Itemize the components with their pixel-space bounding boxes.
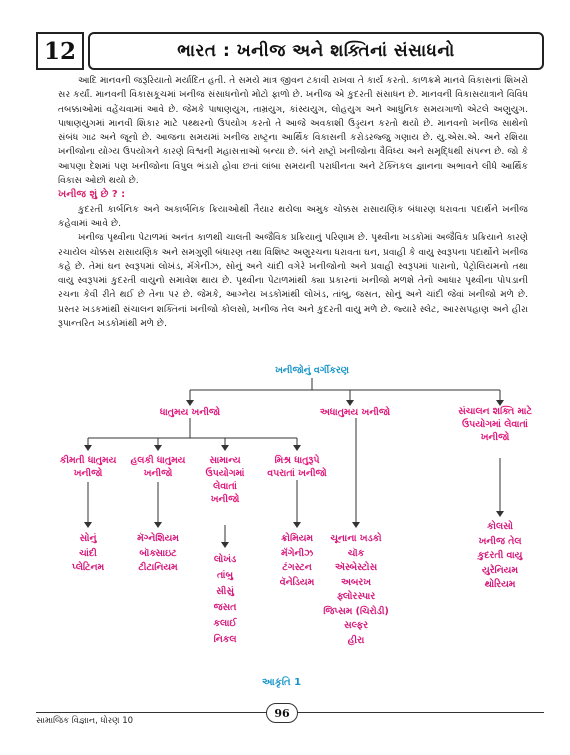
list-item: સીસું: [216, 586, 234, 597]
list-item: બૉક્સાઇટ: [139, 547, 177, 559]
list-item: ફ્લોરસ્પાર: [336, 591, 376, 602]
intro-paragraph: આદિ માનવની જરૂરિયાતો મર્યાદિત હતી. તે સમયે માત્ર જીવન ટકાવી રાખવા તે કાર્ય કરતો. કાળક્રમે માનવે વિકાસનાં શિખરો સર કર્યાં. માનવની વિકાસકૂચમાં ખનીજ સંસાધનોનો મોટો ફાળો છે. ખનીજ એ કુદરતી સંસાધન છે. માનવની વિકાસયાત્રાને વિવિધ તબક્કાઓમાં વહેંચવામાં આવે છે. જેમકે પાષાણયુગ, તામ્રયુગ, કાંસ્યયુગ, લોહયુગ અને આધુનિક સમયગાળો એટલે અણુયુગ. પાષાણયુગમાં માનવી શિકાર માટે પથ્થરનો ઉપયોગ કરતો તે આજે અવકાશી ઉડ્ડયન કરતો થયો છે. માનવનો ખનીજ સાથેનો સંબંધ ગાઢ અને જૂનો છે. આજના સમયમાં ખનીજ રાષ્ટ્રના આર્થિક વિકાસની કરોડરજ્જુ ગણાય છે. યુ.એસ.એ. અને રશિયા ખનીજોના યોગ્ય ઉપયોગને કારણે વિશ્વની મહાસત્તાઓ બન્યા છે. બંને રાષ્ટ્રો ખનીજોના વૈવિધ્ય અને સમૃદ્ધિથી સંપન્ન છે. જો કે આપણા દેશમાં પણ ખનીજોના વિપુલ ભંડારો હોવા છતાં લાંબા સમયની પરાધીનતા અને ટૅક્નિકલ જ્ઞાનના અભાવને લીધે આર્થિક વિકાસ ઓછો થયો છે.: [58, 75, 528, 187]
list-item: સલ્ફર: [343, 620, 368, 631]
list-item: ટીટાનિયમ: [138, 562, 178, 573]
figure-label: આકૃતિ 1: [262, 677, 302, 688]
list-item: ટંગસ્ટન: [282, 562, 312, 573]
tree-root: ખનીજોનું વર્ગીકરણ: [275, 365, 349, 376]
list-item: કુદરતી વાયુ: [477, 550, 523, 561]
list-item: થોરિયમ: [484, 579, 516, 590]
light-items-list: [116, 532, 200, 576]
light-metallic-node: હલકી ધાતુમય ખનીજો: [130, 455, 186, 479]
list-item: અબરખ: [341, 576, 371, 588]
definition-paragraph: કુદરતી કાર્બનિક અને અકાર્બનિક ક્રિયાઓથી તૈયાર થયેલા અમુક ચોક્કસ રાસાયણિક બંધારણ ધરાવતા પદાર્થને ખનીજ કહેવામાં આવે છે.: [58, 203, 528, 229]
list-item: વૅનેડિયમ: [279, 576, 315, 588]
list-item: કલાઈ: [213, 618, 237, 629]
list-item: ચાંદી: [79, 547, 97, 559]
list-item: કોલસો: [487, 521, 513, 532]
list-item: ચૂનાના ખડકો: [330, 533, 382, 544]
list-item: યુરેનિયમ: [482, 564, 518, 576]
explanation-paragraph: ખનીજ પૃથ્વીના પેટાળમાં અનંત કાળથી ચાલતી અજૈવિક પ્રક્રિયાનું પરિણામ છે. પૃથ્વીના ખડકોમાં અજૈવિક પ્રક્રિયાને કારણે રચાયેલ ચોક્કસ રાસાયણિક અને સમગુણી બંધારણ તથા વિશિષ્ટ અણુરચના ધરાવતા ઘન, પ્રવાહી કે વાયુ સ્વરૂપના પદાર્થોને ખનીજ કહે છે. તેમાં ઘન સ્વરૂપમાં લોખંડ, મૅંગેનીઝ, સોનું અને ચાંદી વગેરે ખનીજોનો અને પ્રવાહી સ્વરૂપમાં પારાનો, પેટ્રોલિયમનો તથા વાયુ સ્વરૂપમાં કુદરતી વાયુનો સમાવેશ થાય છે. પૃથ્વીના પેટાળમાંથી ક્યા પ્રકારનાં ખનીજો મળશે તેનો આધાર પૃથ્વીના પોપડાની રચના કેવી રીતે થઈ છે તેના પર છે. જેમકે, આગ્નેય ખડકોમાંથી લોખંડ, તાંબુ, જસત, સોનું અને ચાંદી જેવાં ખનીજો મળે છે. પ્રસ્તર ખડકમાંથી સંચાલન શક્તિનાં ખનીજો કોલસો, ખનીજ તેલ અને કુદરતી વાયુ મળે છે. જ્યારે સ્લેટ, આરસપહાણ અને હીરા રૂપાન્તરિત ખડકોમાંથી મળે છે.: [58, 232, 528, 330]
list-item: લોખંડ: [213, 554, 237, 565]
list-item: મૅંગેનીઝ: [280, 547, 314, 559]
energy-minerals-node: સંચાલન શક્તિ માટે ઉપયોગમાં લેવાતાં ખનીજો: [458, 406, 532, 443]
list-item: જસત: [213, 602, 237, 613]
alloy-metallic-node: મિશ્ર ધાતુરૂપે વપરાતાં ખનીજો: [267, 455, 327, 479]
question-heading: ખનીજ શું છે ? :: [58, 189, 126, 201]
page-number: 96: [266, 703, 298, 723]
list-item: ઍસ્બેસ્ટોસ: [334, 562, 378, 573]
list-item: મૅગ્નેશિયમ: [137, 533, 179, 544]
list-item: ખનીજ તેલ: [478, 535, 522, 547]
list-item: જિપ્સમ (ચિરોડી): [323, 605, 389, 617]
chapter-number: 12: [36, 32, 84, 70]
common-items-list: [195, 552, 255, 648]
nonmetallic-minerals-node: અધાતુમય ખનીજો: [319, 407, 391, 418]
energy-items-list: [455, 520, 545, 593]
list-item: ક્રોમિયમ: [281, 533, 313, 544]
metallic-minerals-node: ધાતુમય ખનીજો: [159, 407, 221, 418]
common-metallic-node: સામાન્ય ઉપયોગમાં લેવાતાં ખનીજો: [205, 455, 245, 505]
precious-metallic-node: કીમતી ધાતુમય ખનીજો: [59, 455, 117, 479]
nonmetal-items-list: [306, 532, 406, 648]
book-title: સામાજિક વિજ્ઞાન, ધોરણ 10: [36, 716, 134, 726]
list-item: પ્લેટિનમ: [71, 562, 105, 573]
list-item: નિકલ: [213, 634, 237, 645]
list-item: તાંબુ: [216, 570, 234, 581]
list-item: સોનું: [79, 533, 97, 544]
chapter-title: ભારત : ખનીજ અને શક્તિનાં સંસાધનો: [88, 32, 544, 70]
list-item: ચૉક: [347, 547, 365, 559]
list-item: હીરા: [347, 634, 365, 646]
